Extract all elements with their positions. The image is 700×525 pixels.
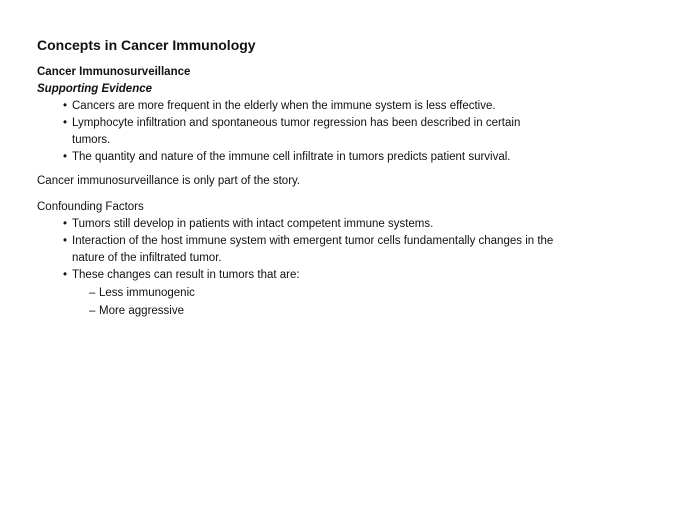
bullet-marker: • — [63, 218, 68, 230]
bullet-marker: • — [63, 100, 68, 112]
list-item — [63, 267, 592, 284]
list-item-text: Tumors still develop in patients with intact competent immune systems. — [72, 218, 434, 230]
list-item — [63, 98, 532, 115]
sub-list-item-text: More aggressive — [99, 305, 185, 317]
list-item-text: These changes can result in tumors that are: — [72, 269, 300, 281]
document-page — [37, 36, 677, 320]
sub-list-item-text: Less immunogenic — [99, 287, 195, 299]
dash-marker: – — [89, 305, 96, 317]
confounding-factors-heading: Confounding Factors — [37, 201, 144, 213]
confounding-factors-list — [37, 216, 677, 284]
dash-marker: – — [89, 287, 96, 299]
supporting-evidence-list — [37, 98, 677, 166]
supporting-evidence-subheading: Supporting Evidence — [37, 83, 153, 95]
list-item — [63, 115, 532, 149]
sub-list-item — [89, 284, 677, 302]
tumor-outcomes-sublist — [37, 284, 677, 320]
bullet-marker: • — [63, 151, 68, 163]
list-item-text: The quantity and nature of the immune cell infiltrate in tumors predicts patient survival. — [72, 151, 511, 163]
list-item-text: Lymphocyte infiltration and spontaneous tumor regression has been described in certain tumors. — [72, 117, 521, 146]
sub-list-item — [89, 302, 677, 320]
bullet-marker: • — [63, 235, 68, 247]
immunosurveillance-heading: Cancer Immunosurveillance — [37, 66, 191, 78]
list-item-text: Cancers are more frequent in the elderly when the immune system is less effective. — [72, 100, 496, 112]
page-title: Concepts in Cancer Immunology — [37, 37, 256, 53]
list-item — [63, 149, 592, 166]
list-item — [63, 216, 592, 233]
bullet-marker: • — [63, 269, 68, 281]
list-item-text: Interaction of the host immune system with emergent tumor cells fundamentally changes in the nature of the infiltrated tumor. — [72, 235, 554, 264]
list-item — [63, 233, 572, 267]
immunosurveillance-conclusion: Cancer immunosurveillance is only part of the story. — [37, 175, 301, 187]
bullet-marker: • — [63, 117, 68, 129]
